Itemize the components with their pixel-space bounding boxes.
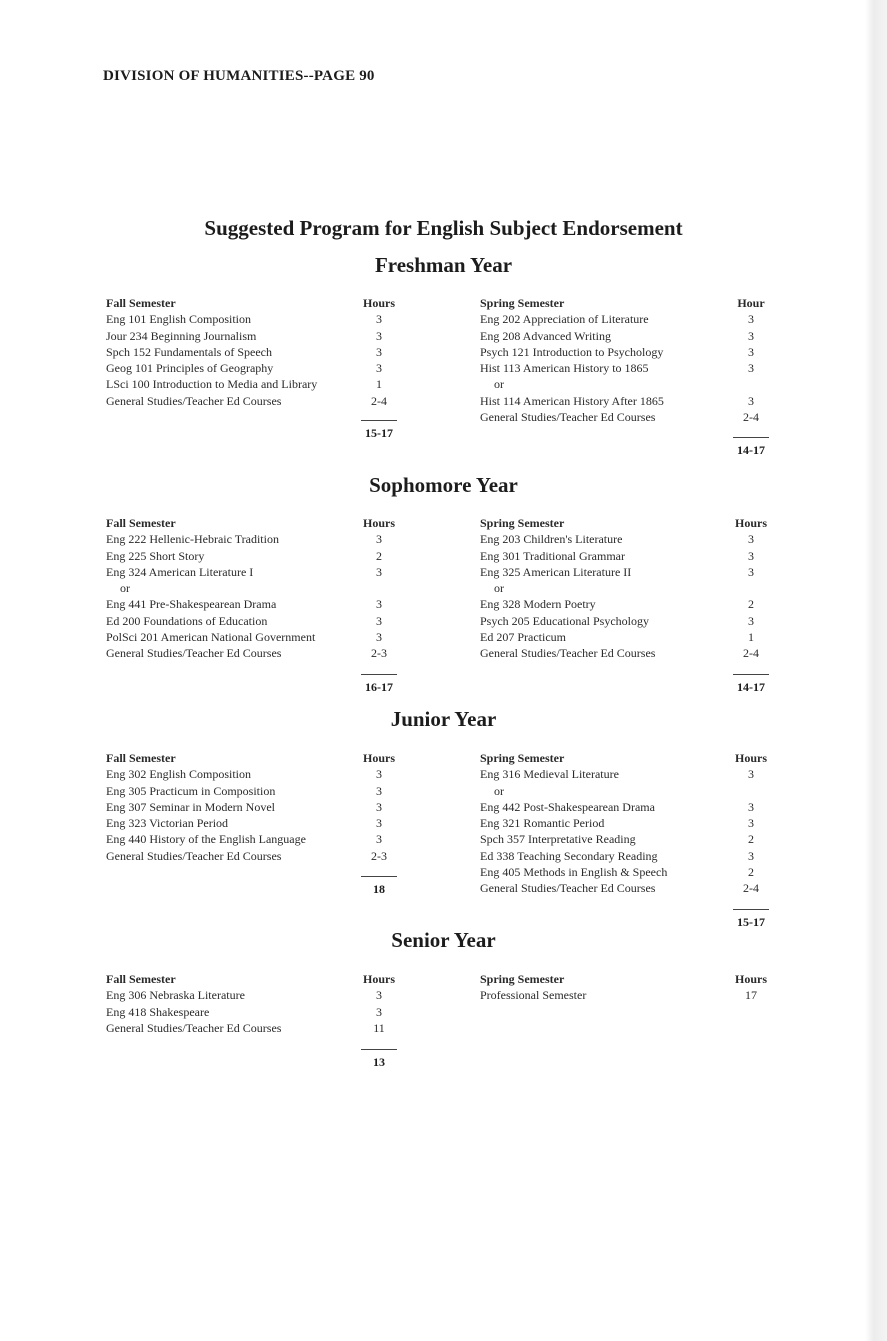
course-row (106, 393, 506, 409)
total-divider (361, 420, 397, 421)
hours-column-label: Hours (734, 751, 767, 765)
hours-column-label: Hours (734, 516, 767, 530)
course-row (106, 613, 506, 629)
course-hours: 2 (748, 865, 754, 880)
course-name: Eng 441 Pre-Shakespearean Drama (106, 597, 277, 612)
course-name: Eng 305 Practicum in Composition (106, 783, 276, 798)
course-row (106, 360, 506, 376)
course-row (480, 831, 770, 847)
semester-header-row (480, 515, 770, 531)
course-hours: 3 (376, 312, 382, 327)
course-name: Spch 152 Fundamentals of Speech (106, 344, 272, 359)
course-name: Eng 316 Medieval Literature (480, 767, 619, 782)
spring-semester-table (480, 295, 770, 425)
page-edge-shadow (865, 0, 887, 1341)
course-row (106, 848, 506, 864)
semester-total-hours: 14-17 (737, 680, 765, 694)
course-name: Jour 234 Beginning Journalism (106, 328, 257, 343)
semester-label: Fall Semester (106, 516, 176, 530)
course-row (106, 311, 506, 327)
course-row (480, 344, 770, 360)
course-name: Eng 440 History of the English Language (106, 832, 306, 847)
course-name: Eng 418 Shakespeare (106, 1004, 210, 1019)
course-hours: 2-3 (371, 848, 387, 863)
course-row (480, 864, 770, 880)
semester-header-row (106, 295, 506, 311)
course-row (480, 409, 770, 425)
semester-label: Spring Semester (480, 972, 565, 986)
course-name: Eng 203 Children's Literature (480, 532, 623, 547)
total-divider (361, 1049, 397, 1050)
course-name: General Studies/Teacher Ed Courses (106, 848, 282, 863)
course-row (106, 548, 506, 564)
semester-header-row (106, 971, 506, 987)
course-hours: 3 (376, 361, 382, 376)
course-name: Ed 207 Practicum (480, 630, 566, 645)
course-hours: 2-3 (371, 646, 387, 661)
course-name: General Studies/Teacher Ed Courses (480, 646, 656, 661)
course-hours: 17 (745, 988, 757, 1003)
course-row (106, 531, 506, 547)
hours-column-label: Hours (362, 516, 395, 530)
course-name: Eng 325 American Literature II (480, 564, 632, 579)
course-name: Hist 113 American History to 1865 (480, 361, 649, 376)
or-label: or (494, 783, 504, 798)
course-name: Eng 222 Hellenic-Hebraic Tradition (106, 532, 279, 547)
course-name: Eng 202 Appreciation of Literature (480, 312, 649, 327)
course-hours: 2-4 (743, 410, 759, 425)
course-row (480, 564, 770, 580)
course-row (480, 393, 770, 409)
course-name: LSci 100 Introduction to Media and Library (106, 377, 318, 392)
total-divider (361, 674, 397, 675)
course-hours: 3 (748, 767, 754, 782)
course-hours: 3 (376, 799, 382, 814)
semester-total-hours: 15-17 (365, 426, 393, 440)
year-heading: Sophomore Year (369, 473, 518, 497)
course-hours: 3 (376, 783, 382, 798)
course-row (106, 831, 506, 847)
course-name: Eng 321 Romantic Period (480, 816, 605, 831)
course-row (480, 548, 770, 564)
course-row (106, 766, 506, 782)
total-divider (733, 674, 769, 675)
spring-semester-table (480, 750, 770, 897)
fall-semester-table (106, 971, 506, 1036)
course-row (106, 783, 506, 799)
semester-header-row (480, 971, 770, 987)
course-hours: 3 (376, 344, 382, 359)
course-name: General Studies/Teacher Ed Courses (480, 410, 656, 425)
course-name: Eng 328 Modern Poetry (480, 597, 596, 612)
course-hours: 11 (373, 1020, 385, 1035)
course-hours: 3 (376, 564, 382, 579)
course-row (106, 1004, 506, 1020)
course-name: Psych 121 Introduction to Psychology (480, 344, 664, 359)
course-name: Eng 405 Methods in English & Speech (480, 865, 668, 880)
semester-total-hours: 15-17 (737, 915, 765, 929)
year-heading: Senior Year (391, 928, 496, 952)
course-hours: 2 (748, 832, 754, 847)
course-row (480, 799, 770, 815)
page-header: DIVISION OF HUMANITIES--PAGE 90 (103, 68, 375, 84)
semester-header-row (106, 515, 506, 531)
semester-label: Fall Semester (106, 296, 176, 310)
year-heading: Freshman Year (374, 253, 513, 277)
course-hours: 2-4 (371, 393, 387, 408)
course-hours: 2-4 (743, 881, 759, 896)
course-name: PolSci 201 American National Government (106, 630, 316, 645)
semester-total-hours: 18 (373, 882, 385, 896)
course-row (106, 328, 506, 344)
course-hours: 3 (748, 328, 754, 343)
course-name: Ed 200 Foundations of Education (106, 613, 268, 628)
or-separator (480, 376, 770, 392)
course-hours: 3 (748, 361, 754, 376)
course-row (106, 629, 506, 645)
semester-label: Spring Semester (480, 751, 565, 765)
course-hours: 3 (376, 1004, 382, 1019)
course-row (106, 564, 506, 580)
course-name: Geog 101 Principles of Geography (106, 361, 274, 376)
course-hours: 3 (748, 393, 754, 408)
semester-total-hours: 13 (373, 1055, 385, 1069)
semester-header-row (106, 750, 506, 766)
semester-header-row (480, 295, 770, 311)
fall-semester-table (106, 750, 506, 864)
course-row (106, 987, 506, 1003)
course-row (106, 376, 506, 392)
course-row (106, 645, 506, 661)
course-row (106, 596, 506, 612)
course-row (480, 645, 770, 661)
course-hours: 3 (376, 988, 382, 1003)
course-hours: 3 (748, 816, 754, 831)
course-hours: 3 (376, 328, 382, 343)
course-row (480, 328, 770, 344)
course-hours: 3 (748, 532, 754, 547)
course-name: Eng 442 Post-Shakespearean Drama (480, 799, 655, 814)
course-row (106, 1020, 506, 1036)
or-label: or (494, 581, 504, 596)
course-row (480, 531, 770, 547)
course-name: Eng 225 Short Story (106, 548, 205, 563)
course-row (480, 880, 770, 896)
course-hours: 3 (376, 613, 382, 628)
course-hours: 1 (748, 630, 754, 645)
course-row (480, 766, 770, 782)
fall-semester-table (106, 515, 506, 662)
total-divider (733, 909, 769, 910)
course-name: Hist 114 American History After 1865 (480, 393, 664, 408)
course-name: General Studies/Teacher Ed Courses (480, 881, 656, 896)
course-name: Ed 338 Teaching Secondary Reading (480, 848, 658, 863)
course-hours: 3 (748, 344, 754, 359)
or-label: or (120, 581, 130, 596)
course-hours: 3 (748, 564, 754, 579)
course-row (106, 344, 506, 360)
hours-column-label: Hour (737, 296, 765, 310)
course-row (480, 360, 770, 376)
course-name: Eng 302 English Composition (106, 767, 252, 782)
course-hours: 3 (748, 799, 754, 814)
course-hours: 3 (376, 816, 382, 831)
course-hours: 3 (748, 613, 754, 628)
hours-column-label: Hours (362, 972, 395, 986)
course-name: Psych 205 Educational Psychology (480, 613, 649, 628)
spring-semester-table (480, 515, 770, 662)
semester-label: Spring Semester (480, 516, 565, 530)
hours-column-label: Hours (362, 296, 395, 310)
or-separator (106, 580, 506, 596)
course-hours: 3 (376, 597, 382, 612)
course-row (106, 799, 506, 815)
semester-label: Spring Semester (480, 296, 565, 310)
course-row (480, 629, 770, 645)
semester-label: Fall Semester (106, 972, 176, 986)
course-name: Eng 323 Victorian Period (106, 816, 229, 831)
course-row (106, 815, 506, 831)
course-name: Eng 307 Seminar in Modern Novel (106, 799, 275, 814)
course-name: General Studies/Teacher Ed Courses (106, 1020, 282, 1035)
course-name: General Studies/Teacher Ed Courses (106, 393, 282, 408)
hours-column-label: Hours (734, 972, 767, 986)
semester-header-row (480, 750, 770, 766)
course-hours: 2-4 (743, 646, 759, 661)
course-name: Eng 306 Nebraska Literature (106, 988, 245, 1003)
semester-label: Fall Semester (106, 751, 176, 765)
or-separator (480, 580, 770, 596)
course-row (480, 311, 770, 327)
course-name: Eng 208 Advanced Writing (480, 328, 611, 343)
course-row (480, 815, 770, 831)
course-hours: 1 (376, 377, 382, 392)
course-hours: 2 (376, 548, 382, 563)
total-divider (733, 437, 769, 438)
or-separator (480, 783, 770, 799)
hours-column-label: Hours (362, 751, 395, 765)
year-heading: Junior Year (390, 707, 497, 731)
fall-semester-table (106, 295, 506, 409)
course-name: General Studies/Teacher Ed Courses (106, 646, 282, 661)
course-row (480, 987, 770, 1003)
semester-total-hours: 16-17 (365, 680, 393, 694)
course-name: Eng 324 American Literature I (106, 564, 254, 579)
course-hours: 3 (376, 832, 382, 847)
course-hours: 3 (376, 630, 382, 645)
semester-total-hours: 14-17 (737, 443, 765, 457)
course-hours: 3 (748, 548, 754, 563)
or-label: or (494, 377, 504, 392)
course-hours: 3 (748, 848, 754, 863)
spring-semester-table (480, 971, 770, 1004)
course-name: Professional Semester (480, 988, 587, 1003)
page-title: Suggested Program for English Subject Endorsement (204, 216, 683, 240)
total-divider (361, 876, 397, 877)
course-name: Eng 101 English Composition (106, 312, 252, 327)
course-name: Eng 301 Traditional Grammar (480, 548, 625, 563)
course-hours: 3 (376, 532, 382, 547)
course-name: Spch 357 Interpretative Reading (480, 832, 636, 847)
course-hours: 2 (748, 597, 754, 612)
course-hours: 3 (376, 767, 382, 782)
course-row (480, 848, 770, 864)
course-hours: 3 (748, 312, 754, 327)
course-row (480, 613, 770, 629)
course-row (480, 596, 770, 612)
